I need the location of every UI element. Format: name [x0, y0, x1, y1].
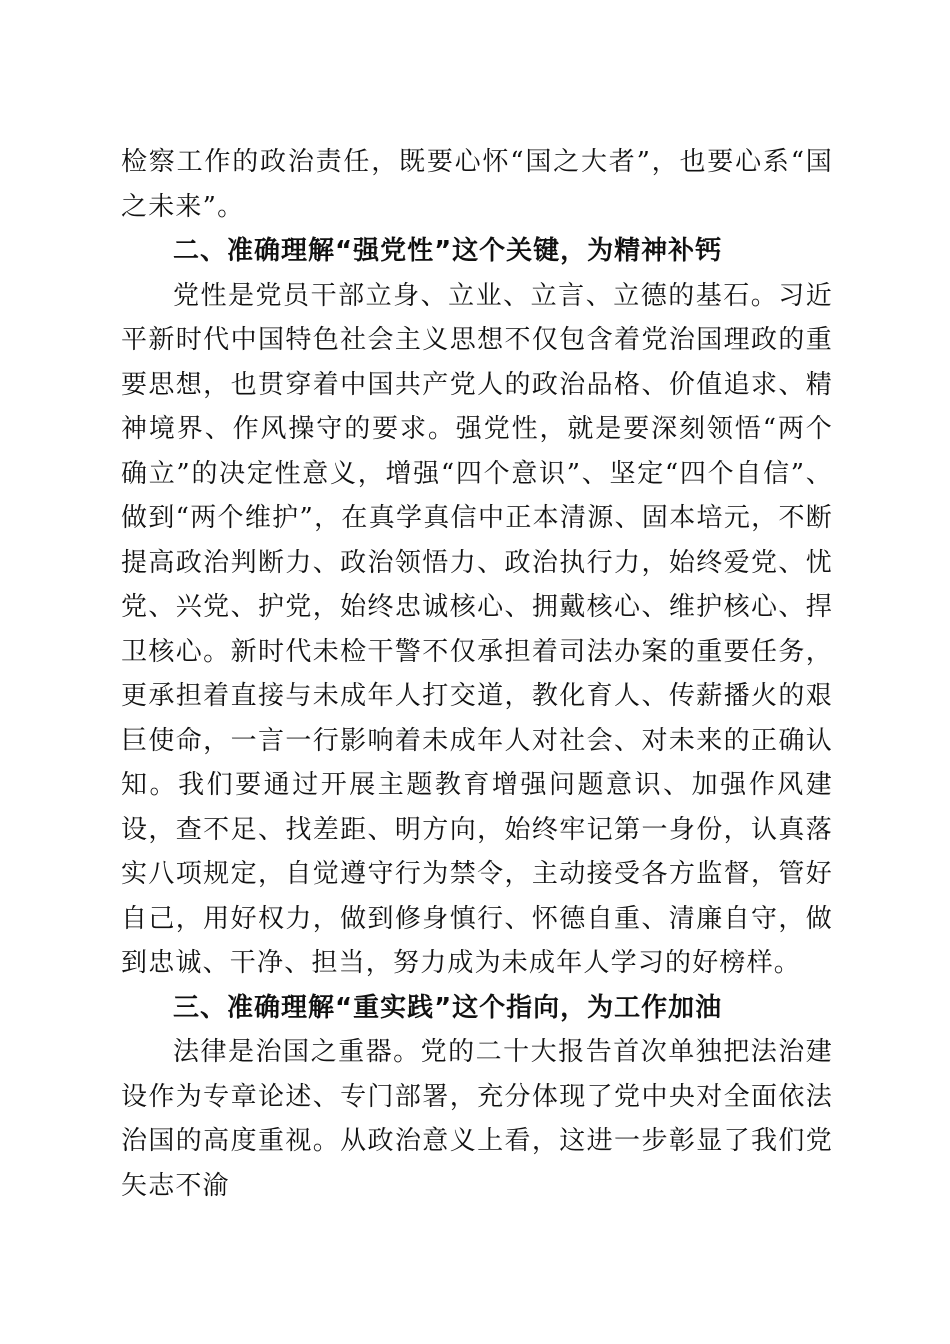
paragraph-continuation: 检察工作的政治责任，既要心怀“国之大者”，也要心系“国之未来”。 — [121, 147, 833, 222]
document-body — [121, 140, 833, 1208]
section-heading-2: 二、准确理解“强党性”这个关键，为精神补钙 — [173, 236, 723, 266]
paragraph-rule-of-law: 法律是治国之重器。党的二十大报告首次单独把法治建设作为专章论述、专门部署，充分体现了党中央对全面依法治国的高度重视。从政治意义上看，这进一步彰显了我们党矢志不渝 — [121, 1037, 833, 1201]
section-heading-3: 三、准确理解“重实践”这个指向，为工作加油 — [173, 992, 723, 1023]
paragraph-party-spirit: 党性是党员干部立身、立业、立言、立德的基石。习近平新时代中国特色社会主义思想不仅包含着党治国理政的重要思想，也贯穿着中国共产党人的政治品格、价值追求、精神境界、作风操守的要求。强党性，就是要深刻领悟“两个确立”的决定性意义，增强“四个意识”、坚定“四个自信”、做到“两个维护”，在真学真信中正本清源、固本培元，不断提高政治判断力、政治领悟力、政治执行力，始终爱党、忧党、兴党、护党，始终忠诚核心、拥戴核心、维护核心、捍卫核心。新时代未检干警不仅承担着司法办案的重要任务，更承担着直接与未成年人打交道，教化育人、传薪播火的艰巨使命，一言一行影响着未成年人对社会、对未来的正确认知。我们要通过开展主题教育增强问题意识、加强作风建设，查不足、找差距、明方向，始终牢记第一身份，认真落实八项规定，自觉遵守行为禁令，主动接受各方监督，管好自己，用好权力，做到修身慎行、怀德自重、清廉自守，做到忠诚、干净、担当，努力成为未成年人学习的好榜样。 — [121, 280, 833, 978]
